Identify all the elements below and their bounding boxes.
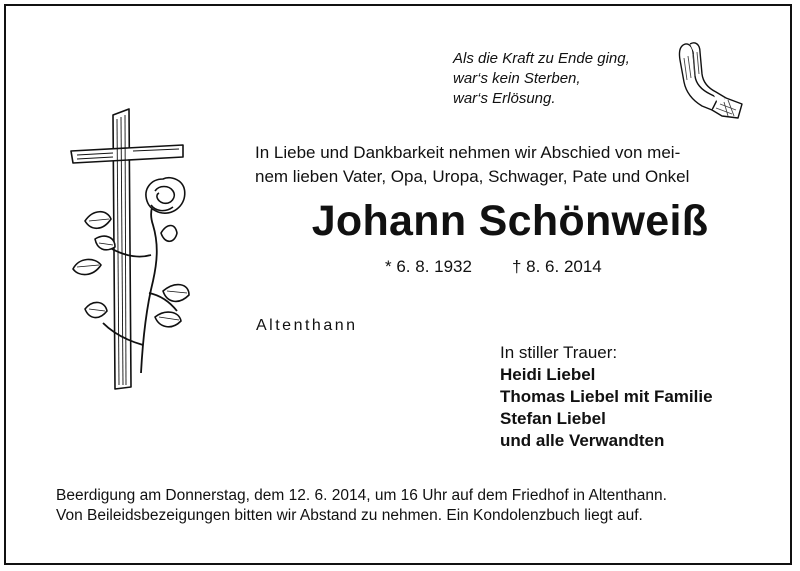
poem-line: Als die Kraft zu Ende ging, — [453, 50, 630, 67]
place-name: Altenthann — [256, 317, 358, 334]
praying-hands-icon — [662, 38, 744, 120]
birth-date: * 6. 8. 1932 — [385, 257, 472, 276]
poem — [453, 49, 683, 109]
mourner-name: Stefan Liebel — [500, 409, 606, 428]
mourners-block — [500, 342, 713, 452]
funeral-info-line: Von Beileidsbezeigungen bitten wir Abstand zu nehmen. Ein Kondolenzbuch liegt auf. — [56, 507, 643, 524]
cross-with-rose-icon — [55, 105, 205, 390]
poem-line: war‘s Erlösung. — [453, 90, 556, 107]
poem-line: war‘s kein Sterben, — [453, 70, 581, 87]
mourner-name: Heidi Liebel — [500, 365, 596, 384]
mourner-name: und alle Verwandten — [500, 431, 665, 450]
intro-line: nem lieben Vater, Opa, Uropa, Schwager, Pate und Onkel — [255, 167, 690, 186]
mourners-heading: In stiller Trauer: — [500, 343, 618, 362]
mourner-name: Thomas Liebel mit Familie — [500, 387, 713, 406]
funeral-info-line: Beerdigung am Donnerstag, dem 12. 6. 2014, um 16 Uhr auf dem Friedhof in Altenthann. — [56, 487, 667, 504]
funeral-info — [56, 486, 667, 526]
intro-line: In Liebe und Dankbarkeit nehmen wir Abschied von mei- — [255, 143, 681, 162]
deceased-name: Johann Schönweiß — [311, 197, 709, 245]
life-dates — [385, 256, 602, 278]
intro-text — [255, 141, 755, 189]
death-date: † 8. 6. 2014 — [511, 257, 602, 276]
